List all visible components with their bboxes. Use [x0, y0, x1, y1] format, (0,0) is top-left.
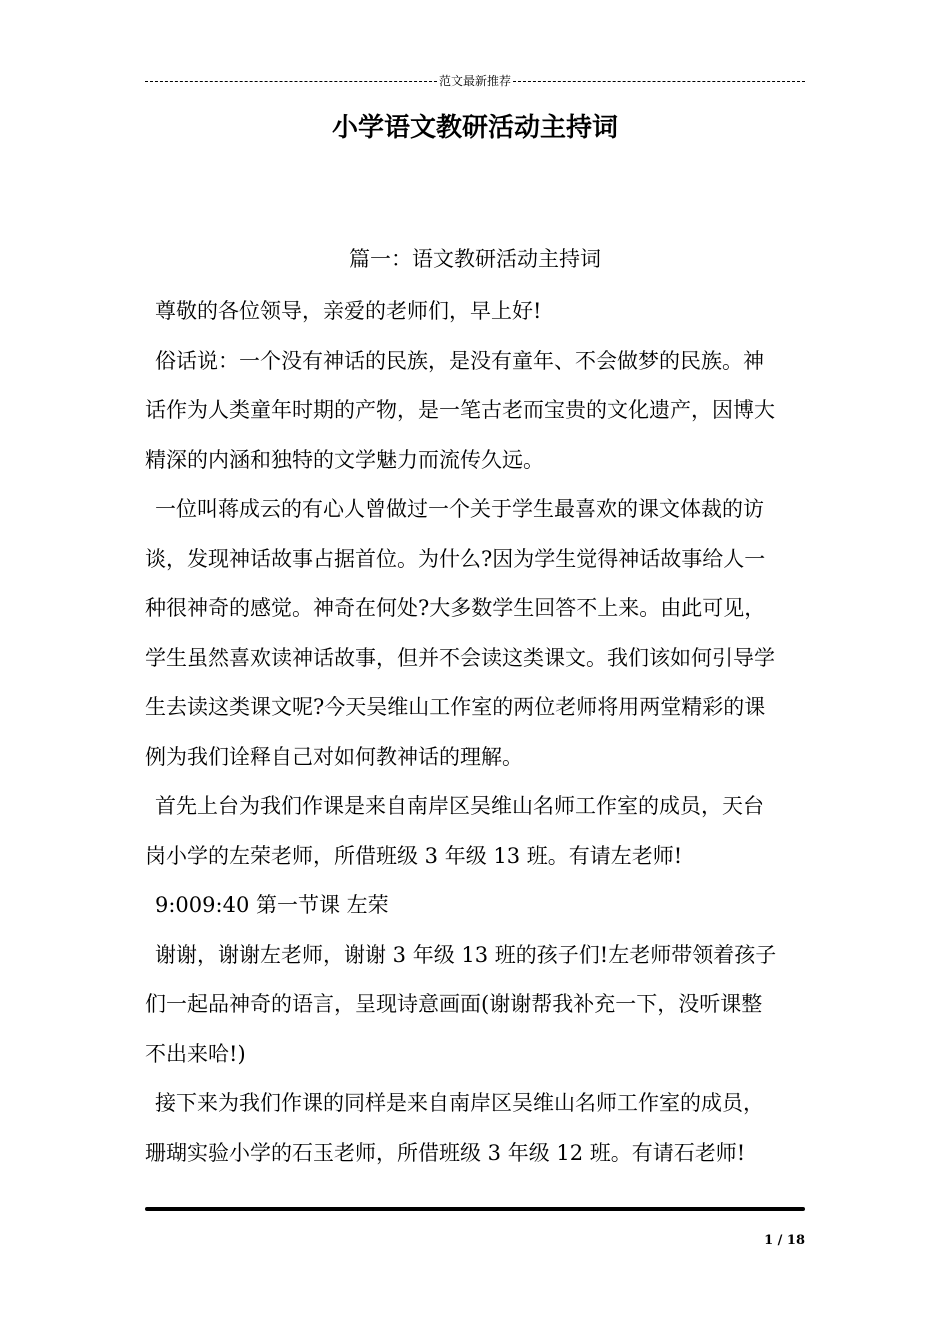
paragraph — [145, 337, 810, 486]
text-line: 岗小学的左荣老师，所借班级 3 年级 13 班。有请左老师! — [145, 843, 683, 868]
page-header — [145, 73, 805, 89]
text-line: 谢谢，谢谢左老师，谢谢 3 年级 13 班的孩子们!左老师带领着孩子 — [155, 942, 777, 967]
text-line: 接下来为我们作课的同样是来自南岸区吴维山名师工作室的成员， — [155, 1091, 764, 1115]
text-line: 种很神奇的感觉。神奇在何处?大多数学生回答不上来。由此可见， — [145, 596, 766, 620]
paragraph — [145, 931, 810, 1080]
page-number: 1 / 18 — [764, 1233, 805, 1248]
text-line: 谈，发现神话故事占据首位。为什么?因为学生觉得神话故事给人一 — [145, 546, 766, 571]
paragraph — [145, 782, 810, 881]
text-line: 珊瑚实验小学的石玉老师，所借班级 3 年级 12 班。有请石老师! — [145, 1140, 746, 1165]
paragraph — [145, 1079, 810, 1178]
text-line: 生去读这类课文呢?今天吴维山工作室的两位老师将用两堂精彩的课 — [145, 695, 766, 719]
text-line: 俗话说：一个没有神话的民族，是没有童年、不会做梦的民族。神 — [155, 348, 764, 373]
text-line: 9:009:40 第一节课 左荣 — [155, 893, 389, 917]
text-line: 精深的内涵和独特的文学魅力而流传久远。 — [145, 447, 544, 472]
document-title: 小学语文教研活动主持词 — [331, 113, 618, 143]
text-line: 一位叫蒋成云的有心人曾做过一个关于学生最喜欢的课文体裁的访 — [155, 497, 764, 521]
document-body — [145, 287, 810, 1178]
text-line: 例为我们诠释自己对如何教神话的理解。 — [145, 744, 523, 769]
header-label: 范文最新推荐 — [439, 74, 512, 88]
paragraph — [145, 287, 810, 337]
header-dash-right — [513, 81, 805, 82]
text-line: 尊敬的各位领导，亲爱的老师们，早上好! — [155, 299, 542, 323]
text-line: 不出来哈!) — [145, 1041, 246, 1066]
text-line: 首先上台为我们作课是来自南岸区吴维山名师工作室的成员，天台 — [155, 794, 764, 818]
text-line: 们一起品神奇的语言，呈现诗意画面(谢谢帮我补充一下，没听课整 — [145, 992, 763, 1016]
text-line: 学生虽然喜欢读神话故事，但并不会读这类课文。我们该如何引导学 — [145, 645, 775, 670]
header-dash-left — [145, 81, 437, 82]
text-line: 话作为人类童年时期的产物，是一笔古老而宝贵的文化遗产，因博大 — [145, 398, 775, 422]
section-heading: 篇一：语文教研活动主持词 — [349, 247, 601, 271]
paragraph — [145, 881, 810, 931]
footer-rule — [145, 1207, 805, 1211]
paragraph — [145, 485, 810, 782]
